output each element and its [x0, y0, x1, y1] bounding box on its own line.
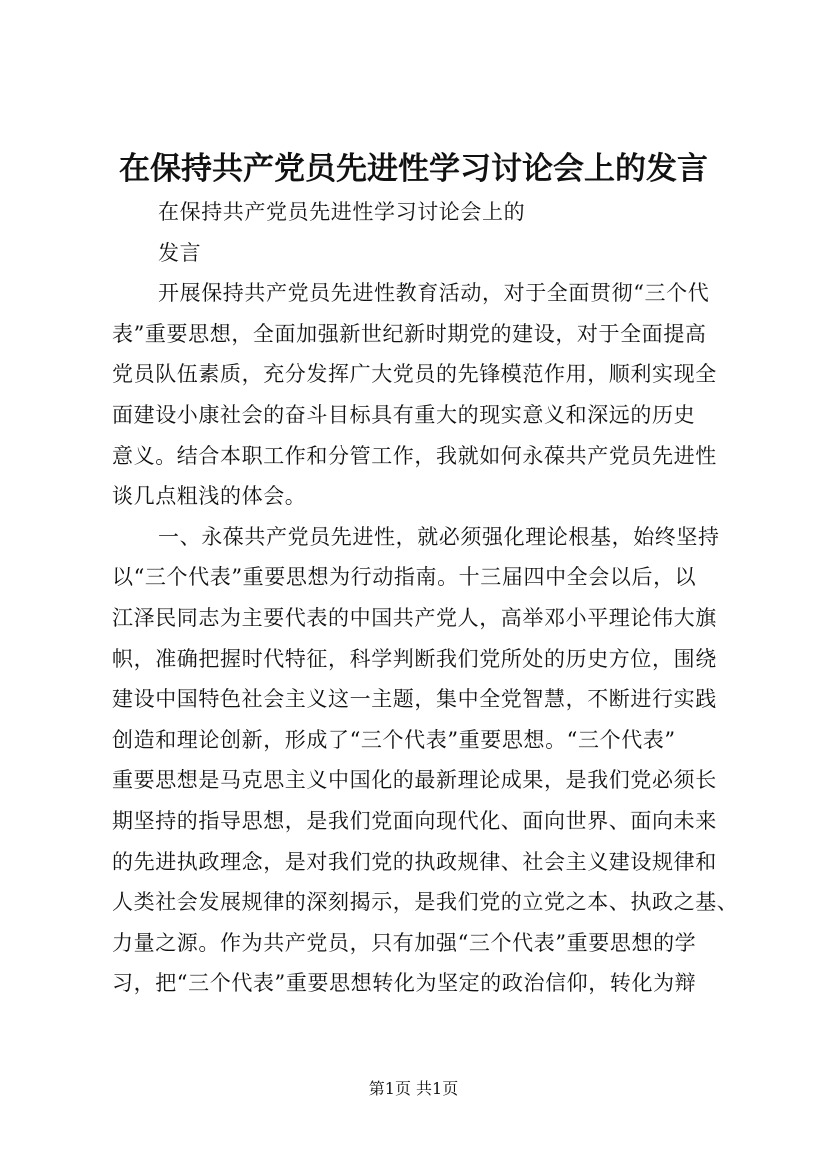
paragraph-line: 人类社会发展规律的深刻揭示，是我们党的立党之本、执政之基、	[112, 890, 739, 915]
paragraph-line: 建设中国特色社会主义这一主题，集中全党智慧，不断进行实践	[112, 687, 717, 712]
document-title: 在保持共产党员先进性学习讨论会上的发言	[119, 151, 708, 187]
subtitle-line: 发言	[158, 240, 202, 265]
paragraph-line: 的先进执政理念，是对我们党的执政规律、社会主义建设规律和	[112, 849, 717, 874]
paragraph-line: 以“三个代表”重要思想为行动指南。十三届四中全会以后，以	[112, 565, 697, 590]
paragraph-line: 表”重要思想，全面加强新世纪新时期党的建设，对于全面提高	[112, 321, 707, 346]
paragraph-line: 一、永葆共产党员先进性，就必须强化理论根基，始终坚持	[158, 524, 720, 549]
paragraph-line: 谈几点粗浅的体会。	[112, 484, 307, 509]
page-footer: 第1页 共1页	[368, 1079, 459, 1098]
paragraph-line: 重要思想是马克思主义中国化的最新理论成果，是我们党必须长	[112, 768, 717, 793]
document-body	[112, 192, 739, 1004]
paragraph-line: 习，把“三个代表”重要思想转化为坚定的政治信仰，转化为辩	[112, 971, 697, 996]
paragraph-line: 开展保持共产党员先进性教育活动，对于全面贯彻“三个代	[158, 281, 710, 306]
paragraph-line: 期坚持的指导思想，是我们党面向现代化、面向世界、面向未来	[112, 808, 717, 833]
paragraph-line: 面建设小康社会的奋斗目标具有重大的现实意义和深远的历史	[112, 402, 696, 427]
paragraph-line: 江泽民同志为主要代表的中国共产党人，高举邓小平理论伟大旗	[112, 605, 717, 630]
paragraph-line: 创造和理论创新，形成了“三个代表”重要思想。“三个代表”	[112, 727, 676, 752]
paragraph-line: 力量之源。作为共产党员，只有加强“三个代表”重要思想的学	[112, 930, 697, 955]
paragraph-line: 党员队伍素质，充分发挥广大党员的先锋模范作用，顺利实现全	[112, 362, 717, 387]
subtitle-line: 在保持共产党员先进性学习讨论会上的	[158, 200, 526, 224]
paragraph-line: 意义。结合本职工作和分管工作，我就如何永葆共产党员先进性	[112, 443, 717, 468]
paragraph-line: 帜，准确把握时代特征，科学判断我们党所处的历史方位，围绕	[112, 646, 717, 671]
